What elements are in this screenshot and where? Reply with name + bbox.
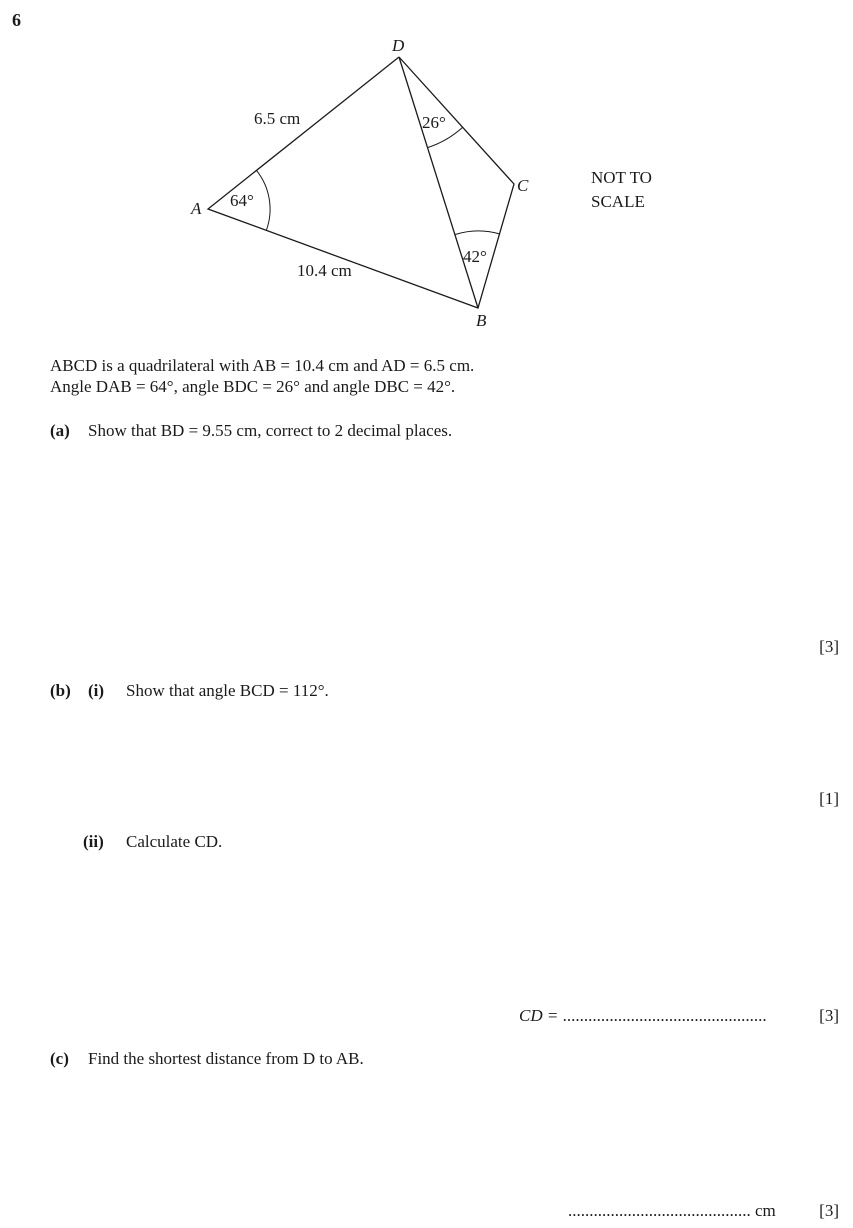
part-b-ii-answer-line xyxy=(519,1006,767,1026)
part-b-i-label: (i) xyxy=(88,681,105,700)
stem-line-2: Angle DAB = 64°, angle BDC = 26° and angle DBC = 42°. xyxy=(50,377,456,396)
vertex-label-c: C xyxy=(517,176,529,195)
part-b-ii-answer-dots: ................................................ xyxy=(562,1006,767,1025)
part-b-i-marks: [1] xyxy=(819,789,839,808)
part-b-ii-label: (ii) xyxy=(83,832,104,851)
not-to-scale-note xyxy=(591,166,652,214)
vertex-label-a: A xyxy=(191,199,202,218)
part-b-ii-text: Calculate CD. xyxy=(126,832,223,851)
part-b-label: (b) xyxy=(50,681,71,700)
stem-line-1: ABCD is a quadrilateral with AB = 10.4 cm and AD = 6.5 cm. xyxy=(50,356,475,375)
part-c-answer-dots: ........................................... xyxy=(568,1201,751,1220)
part-b-i-question xyxy=(50,681,329,701)
part-a-question xyxy=(50,421,452,441)
diagonal-bd xyxy=(399,57,478,308)
angle-label-a: 64° xyxy=(230,191,254,210)
side-label-ab: 10.4 cm xyxy=(297,261,352,280)
part-b-ii-marks: [3] xyxy=(819,1006,839,1025)
note-line-2: SCALE xyxy=(591,192,645,211)
side-label-ad: 6.5 cm xyxy=(254,109,301,128)
angle-label-d: 26° xyxy=(422,113,446,132)
part-c-text: Find the shortest distance from D to AB. xyxy=(88,1049,364,1068)
vertex-label-d: D xyxy=(392,36,405,55)
quadrilateral-diagram xyxy=(0,0,853,340)
quadrilateral-outline xyxy=(208,57,514,308)
note-line-1: NOT TO xyxy=(591,168,652,187)
part-c-marks: [3] xyxy=(819,1201,839,1220)
question-stem xyxy=(50,355,474,397)
part-c-answer-line xyxy=(568,1201,776,1221)
angle-arc-a xyxy=(257,170,271,230)
part-a-text: Show that BD = 9.55 cm, correct to 2 decimal places. xyxy=(88,421,453,440)
angle-arc-b xyxy=(455,231,500,235)
vertex-label-b: B xyxy=(476,311,487,330)
angle-label-b: 42° xyxy=(463,247,487,266)
part-b-ii-answer-prefix: CD = xyxy=(519,1006,559,1025)
part-b-ii-question xyxy=(83,832,222,852)
part-c-answer-unit: cm xyxy=(755,1201,776,1220)
part-a-marks: [3] xyxy=(819,637,839,656)
part-c-label: (c) xyxy=(50,1049,69,1068)
part-c-question xyxy=(50,1049,364,1069)
part-a-label: (a) xyxy=(50,421,70,440)
part-b-i-text: Show that angle BCD = 112°. xyxy=(126,681,329,700)
question-number: 6 xyxy=(12,10,21,30)
